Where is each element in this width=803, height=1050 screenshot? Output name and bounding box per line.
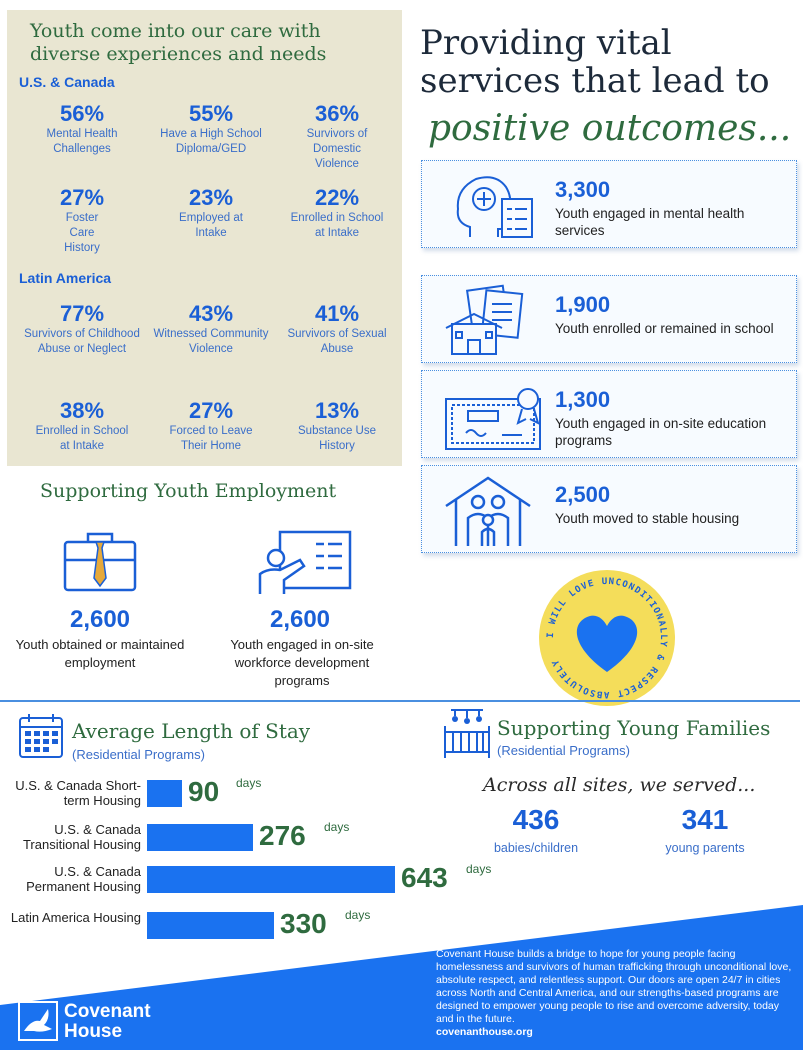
stat-item: 36% Survivors of Domestic Violence: [306, 101, 368, 170]
stay-title: Average Length of Stay: [72, 719, 311, 743]
bar-value: 643: [401, 862, 448, 893]
briefcase-icon: [62, 530, 138, 594]
families-title: Supporting Young Families: [497, 716, 771, 740]
service-label: Youth engaged in on-site education programs: [555, 416, 767, 448]
logo-line2: House: [64, 1021, 123, 1042]
bar-value: 276: [259, 820, 306, 851]
service-number: 1,300: [555, 387, 611, 412]
stat-item: 43% Witnessed Community Violence: [153, 301, 269, 355]
families-subtitle: (Residential Programs): [497, 743, 630, 758]
families-label: babies/children: [493, 841, 579, 855]
stay-subtitle: (Residential Programs): [72, 747, 205, 762]
bar-unit: days: [324, 820, 350, 834]
dove-icon: [18, 1001, 58, 1041]
script-title: positive outcomes...: [428, 108, 792, 149]
family-house-icon: [440, 474, 550, 546]
presenter-icon: [254, 530, 354, 596]
stat-item: 41% Survivors of Sexual Abuse: [287, 301, 387, 355]
bar-value: 90: [188, 776, 220, 807]
stat-item: 56% Mental Health Challenges: [46, 101, 118, 155]
stat-item: 22% Enrolled in School at Intake: [290, 185, 384, 239]
bar-label: Latin America Housing: [10, 910, 141, 925]
badge-text: I WILL LOVE UNCONDITIONALLY & RESPECT ABSOLUTELY: [545, 576, 669, 700]
stat-item: 77% Survivors of Childhood Abuse or Neglect: [24, 301, 140, 355]
footer-text: [436, 948, 798, 1039]
service-label: Youth engaged in mental health services: [555, 206, 745, 238]
bar: [147, 824, 253, 851]
service-number: 3,300: [555, 177, 611, 202]
families-number: 436: [512, 804, 560, 835]
needs-title: Youth come into our care with diverse experiences and needs: [30, 20, 327, 65]
employment-label: Youth engaged in on-site workforce development programs: [230, 637, 374, 688]
bar-label: U.S. & Canada Short-term Housing: [15, 778, 141, 808]
school-icon: [440, 284, 550, 356]
employment-label: Youth obtained or maintained employment: [15, 637, 185, 670]
employment-number: 2,600: [69, 606, 131, 633]
certificate-icon: [440, 379, 550, 451]
service-number: 2,500: [555, 482, 611, 507]
footer-description: Covenant House builds a bridge to hope for young people facing homelessness and survivors of human trafficking through unconditional love, absolute respect, and relentless support. Our doors are open 24/7 in cities across North and Central America, and our strengths-based programs are designed to empower young people to rise and overcome adversity, today and in the future.: [436, 948, 792, 1025]
love-respect-badge: [537, 568, 677, 708]
bar-label: U.S. & Canada Transitional Housing: [22, 822, 141, 852]
families-number: 341: [681, 804, 729, 835]
service-card: [421, 465, 797, 553]
employment-title: Supporting Youth Employment: [40, 480, 337, 502]
section-divider: [0, 700, 800, 702]
service-card: [421, 370, 797, 458]
service-label: Youth enrolled or remained in school: [555, 321, 774, 336]
service-card: [421, 160, 797, 248]
bar: [147, 866, 395, 893]
calendar-icon: [17, 712, 65, 760]
region-us-canada: U.S. & Canada: [19, 74, 115, 90]
region-latin-america: Latin America: [19, 270, 112, 286]
logo-line1: Covenant: [64, 1001, 151, 1022]
stat-item: 13% Substance Use History: [298, 398, 376, 452]
service-label: Youth moved to stable housing: [555, 511, 740, 526]
crib-icon: [441, 706, 493, 760]
service-card: [421, 275, 797, 363]
stat-item: 38% Enrolled in School at Intake: [35, 398, 129, 452]
families-label: young parents: [665, 841, 745, 855]
bar-label: U.S. & Canada Permanent Housing: [26, 864, 141, 894]
stat-item: 55% Have a High School Diploma/GED: [160, 101, 262, 155]
stat-item: 27% Foster Care History: [59, 185, 105, 254]
mental-health-icon: [440, 169, 550, 241]
bar: [147, 780, 182, 807]
bar-unit: days: [345, 908, 371, 922]
footer-url[interactable]: covenanthouse.org: [436, 1026, 533, 1038]
bar-unit: days: [466, 862, 492, 876]
bar-unit: days: [236, 776, 262, 790]
families-script: Across all sites, we served...: [483, 774, 756, 796]
main-title: Providing vital services that lead to: [420, 23, 770, 101]
service-number: 1,900: [555, 292, 611, 317]
employment-number: 2,600: [269, 606, 331, 633]
stat-item: 23% Employed at Intake: [179, 185, 243, 239]
bar-value: 330: [280, 908, 327, 939]
stat-item: 27% Forced to Leave Their Home: [169, 398, 253, 452]
logo-text: [64, 1002, 151, 1042]
